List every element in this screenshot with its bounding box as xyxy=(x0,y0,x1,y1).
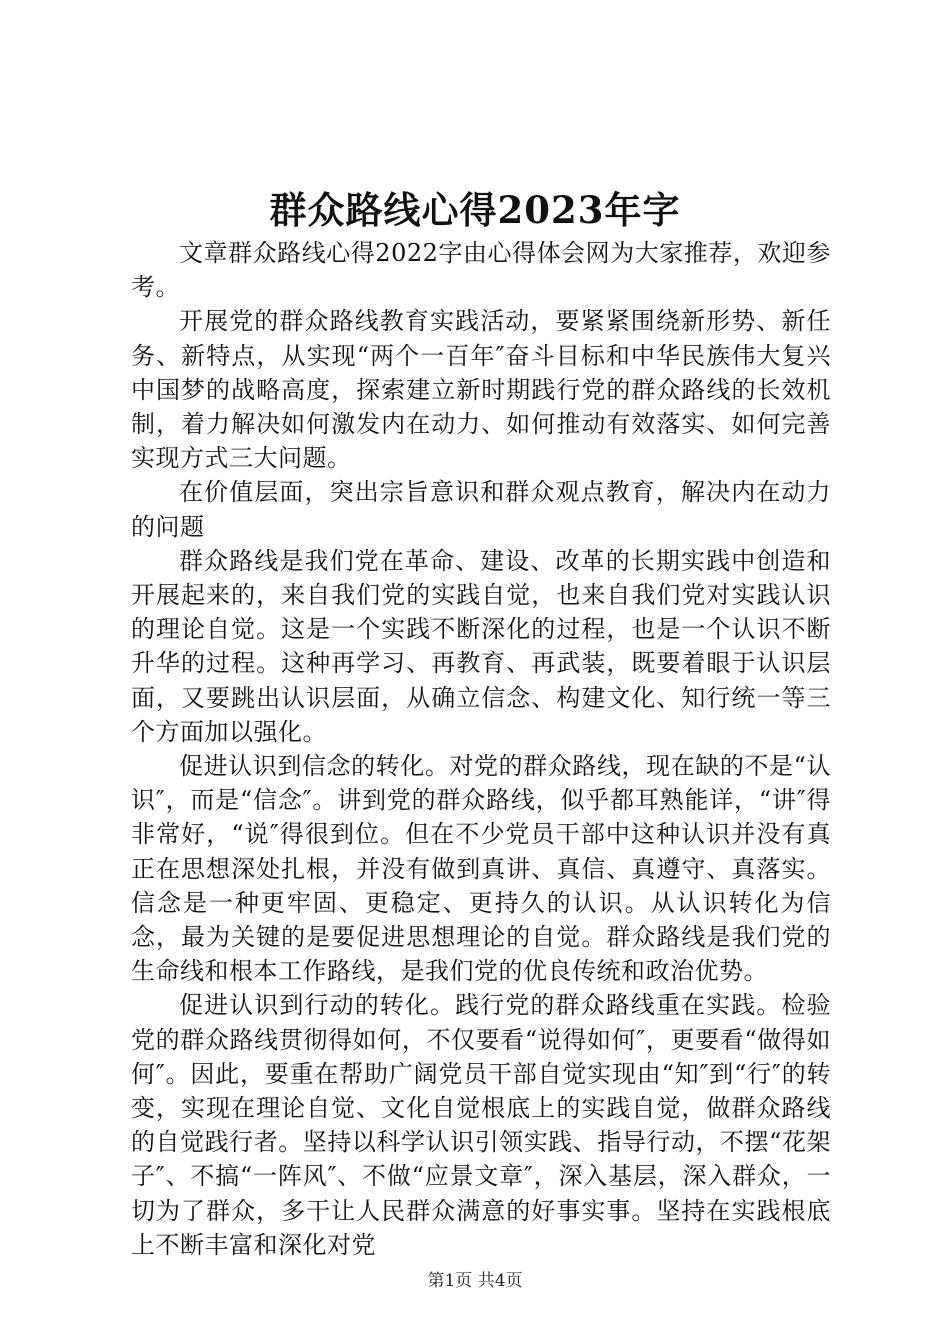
paragraph-intro: 文章群众路线心得2022字由心得体会网为大家推荐，欢迎参考。 xyxy=(131,239,831,302)
document-body xyxy=(131,236,831,1262)
document-title: 群众路线心得2023年字 xyxy=(269,188,681,232)
page-footer: 第1页 共4页 xyxy=(427,1271,523,1291)
paragraph-overview: 开展党的群众路线教育实践活动，要紧紧围绕新形势、新任务、新特点，从实现“两个一百年″奋斗目标和中华民族伟大复兴中国梦的战略高度，探索建立新时期践行党的群众路线的长效机制，着力解决如何激发内在动力、如何推动有效落实、如何完善实现方式三大问题。 xyxy=(131,307,831,473)
paragraph-heading-value: 在价值层面，突出宗旨意识和群众观点教育，解决内在动力的问题 xyxy=(131,478,831,541)
paragraph-action: 促进认识到行动的转化。践行党的群众路线重在实践。检验党的群众路线贯彻得如何，不仅要看“说得如何″，更要看“做得如何″。因此，要重在帮助广阔党员干部自觉实现由“知″到“行″的转变，实现在理论自觉、文化自觉根底上的实践自觉，做群众路线的自觉践行者。坚持以科学认识引领实践、指导行动，不摆“花架子″、不搞“一阵风″、不做“应景文章″，深入基层，深入群众，一切为了群众，多干让人民群众满意的好事实事。坚持在实践根底上不断丰富和深化对党 xyxy=(131,991,831,1259)
paragraph-belief: 促进认识到信念的转化。对党的群众路线，现在缺的不是“认识″，而是“信念″。讲到党的群众路线，似乎都耳熟能详，“讲″得非常好，“说″得很到位。但在不少党员干部中这种认识并没有真正在思想深处扎根，并没有做到真讲、真信、真遵守、真落实。信念是一种更牢固、更稳定、更持久的认识。从认识转化为信念，最为关键的是要促进思想理论的自觉。群众路线是我们党的生命线和根本工作路线，是我们党的优良传统和政治优势。 xyxy=(131,752,831,986)
paragraph-mass-line: 群众路线是我们党在革命、建设、改革的长期实践中创造和开展起来的，来自我们党的实践自觉，也来自我们党对实践认识的理论自觉。这是一个实践不断深化的过程，也是一个认识不断升华的过程。这种再学习、再教育、再武装，既要着眼于认识层面，又要跳出认识层面，从确立信念、构建文化、知行统一等三个方面加以强化。 xyxy=(131,546,831,746)
